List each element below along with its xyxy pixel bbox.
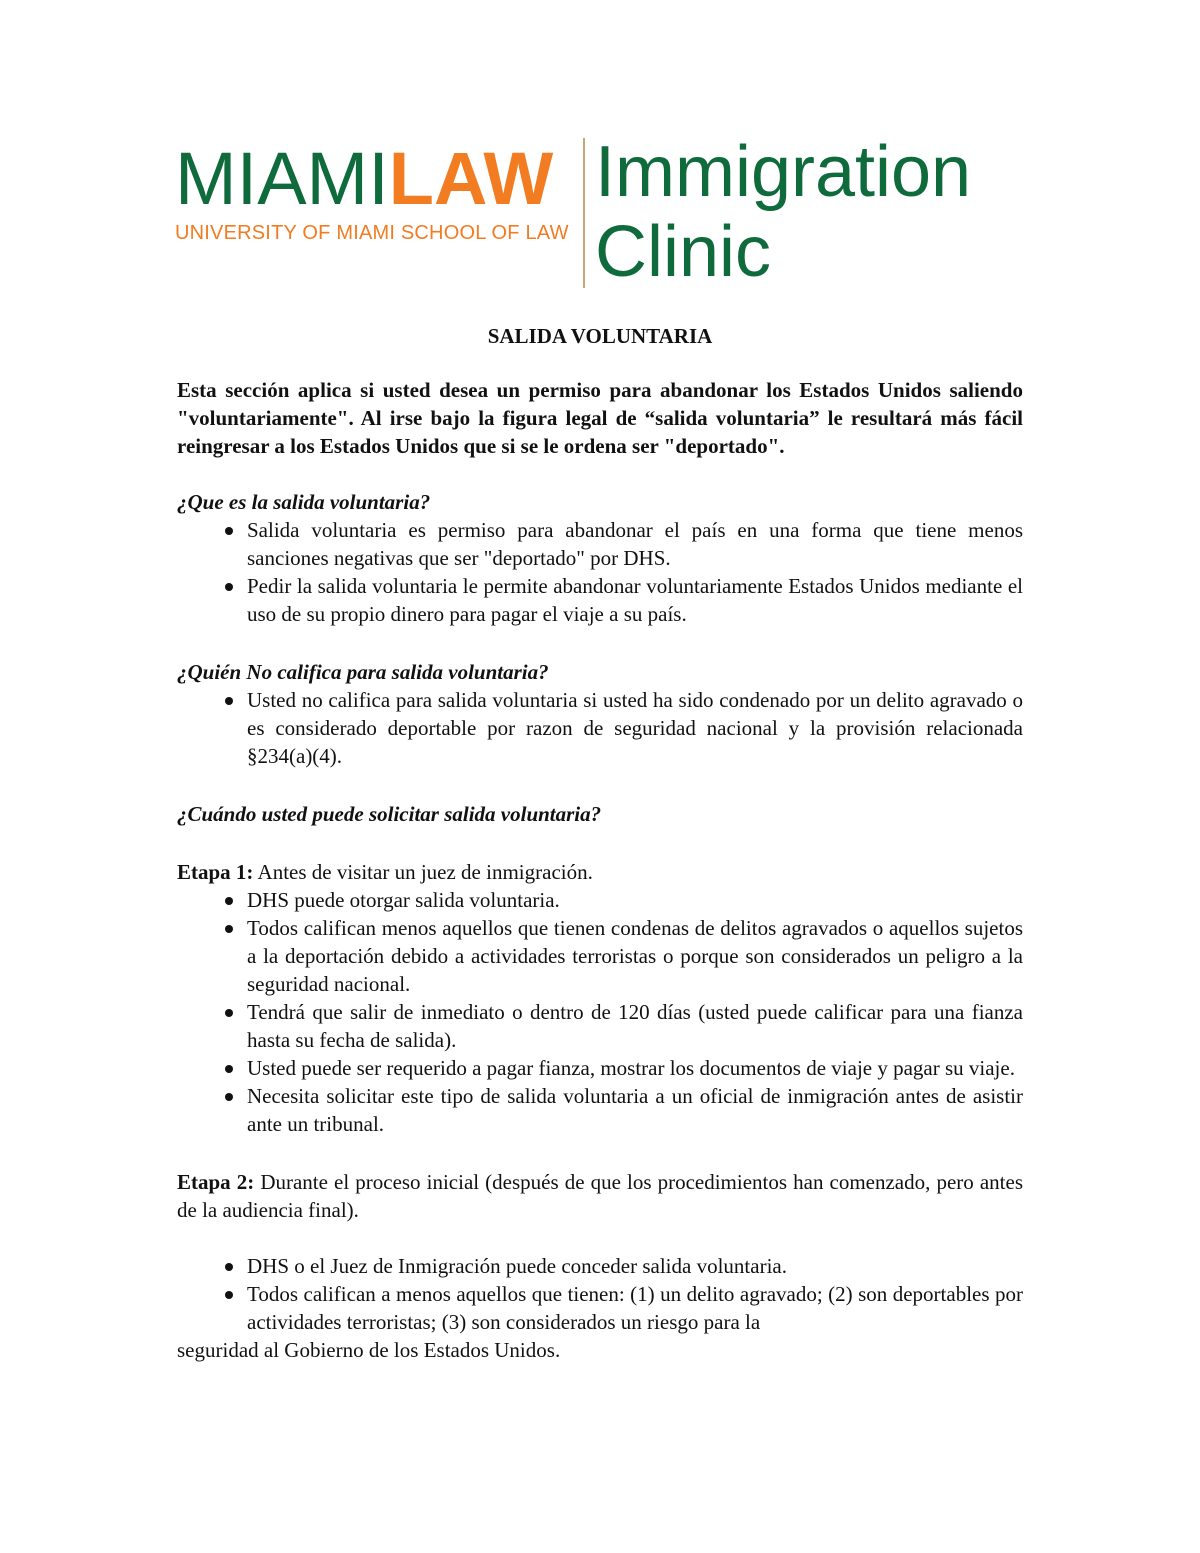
etapa-2-label: Etapa 2: (177, 1170, 255, 1194)
list-item: Necesita solicitar este tipo de salida voluntaria a un oficial de inmigración antes de asistir ante un tribunal. (177, 1082, 1023, 1138)
etapa-2-text: Durante el proceso inicial (después de que los procedimientos han comenzado, pero antes de la audiencia final). (177, 1170, 1023, 1222)
miami-law-immigration-clinic-logo (175, 132, 1035, 292)
logo-clinic-line2: Clinic (595, 212, 772, 292)
list-item: Pedir la salida voluntaria le permite abandonar voluntariamente Estados Unidos mediante el uso de su propio dinero para pagar el viaje a su país. (177, 572, 1023, 628)
list-item: Tendrá que salir de inmediato o dentro de 120 días (usted puede calificar para una fianza hasta su fecha de salida). (177, 998, 1023, 1054)
section-what-list (177, 516, 1023, 628)
section-question-when: ¿Cuándo usted puede solicitar salida voluntaria? (177, 802, 602, 826)
list-item: Salida voluntaria es permiso para abandonar el país en una forma que tiene menos sanciones negativas que ser "deportado" por DHS. (177, 516, 1023, 572)
logo-clinic-name (595, 132, 971, 292)
logo-subtitle: UNIVERSITY OF MIAMI SCHOOL OF LAW (175, 222, 569, 244)
logo-law-text: LAW (388, 137, 554, 220)
list-item: DHS o el Juez de Inmigración puede conceder salida voluntaria. (177, 1252, 1023, 1280)
etapa-1-label: Etapa 1: (177, 860, 254, 884)
etapa-2-list (177, 1252, 1023, 1336)
list-item: DHS puede otorgar salida voluntaria. (177, 886, 1023, 914)
section-question-who-not: ¿Quién No califica para salida voluntaria? (177, 660, 549, 684)
intro-paragraph: Esta sección aplica si usted desea un permiso para abandonar los Estados Unidos saliendo "voluntariamente". Al irse bajo la figura legal de “salida voluntaria” le resultará más fácil reingresar a los Estados Unidos que si se le ordena ser "deportado". (177, 378, 1023, 458)
etapa-1-text: Antes de visitar un juez de inmigración. (253, 860, 593, 884)
list-item: Usted puede ser requerido a pagar fianza, mostrar los documentos de viaje y pagar su viaje. (177, 1054, 1023, 1082)
etapa-1-list (177, 886, 1023, 1138)
logo-miami-text: MIAMI (175, 137, 389, 220)
list-item: Todos califican a menos aquellos que tienen: (1) un delito agravado; (2) son deportables por actividades terroristas; (3) son considerados un riesgo para la (177, 1280, 1023, 1336)
section-who-not-list (177, 686, 1023, 770)
list-item: Usted no califica para salida voluntaria si usted ha sido condenado por un delito agravado o es considerado deportable por razon de seguridad nacional y la provisión relacionada §234(a)(4). (177, 686, 1023, 770)
logo-clinic-line1: Immigration (595, 132, 972, 212)
logo-divider (583, 138, 585, 288)
document-body (177, 322, 1023, 1364)
section-question-what: ¿Que es la salida voluntaria? (177, 490, 431, 514)
miami-law-wordmark (175, 138, 575, 245)
document-title: SALIDA VOLUNTARIA (487, 324, 713, 348)
etapa-2-continuation: seguridad al Gobierno de los Estados Unidos. (177, 1338, 561, 1362)
etapa-1-heading (177, 858, 1023, 886)
etapa-2-heading (177, 1168, 1023, 1224)
list-item: Todos califican menos aquellos que tienen condenas de delitos agravados o aquellos sujetos a la deportación debido a actividades terroristas o porque son considerados un peligro a la seguridad nacional. (177, 914, 1023, 998)
